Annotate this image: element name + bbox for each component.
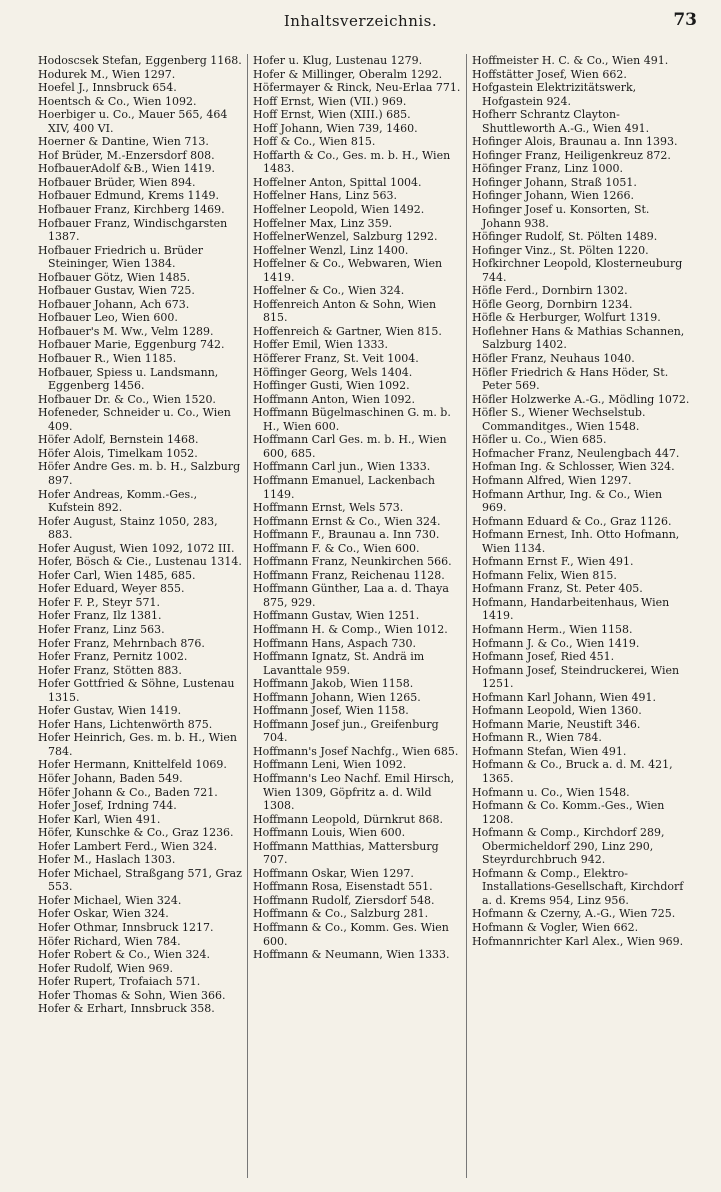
- index-entry: Hofmann & Comp., Elektro-Installations-Gesellschaft, Kirchdorf a. d. Krems 954, Linz 956.: [472, 866, 684, 907]
- index-entry: Hodurek M., Wien 1297.: [38, 67, 176, 81]
- index-entry: Hofer August, Wien 1092, 1072 III.: [38, 541, 235, 555]
- index-entry: Hoffelner Wenzl, Linz 1400.: [253, 243, 409, 257]
- index-entry: Hofbauer, Spiess u. Landsmann, Eggenberg 1456.: [38, 365, 219, 393]
- index-entry: Hoffmann Hans, Aspach 730.: [253, 636, 416, 650]
- index-entry: Hoffenreich Anton & Sohn, Wien 815.: [253, 297, 437, 325]
- index-entry: Hofer Carl, Wien 1485, 685.: [38, 568, 196, 582]
- index-entry: Hofer Franz, Stötten 883.: [38, 663, 182, 677]
- index-entry: Hoffmann & Co., Komm. Ges. Wien 600.: [253, 921, 449, 948]
- index-entry: Hofmann Josef, Steindruckerei, Wien 1251.: [472, 663, 680, 691]
- index-entry: Hoffmann Jakob, Wien 1158.: [253, 677, 414, 691]
- index-entry: Höfer Andre Ges. m. b. H., Salzburg 897.: [38, 460, 241, 487]
- index-entry: Hofer Michael, Wien 324.: [38, 893, 182, 907]
- index-entry: Hoffmann Rudolf, Ziersdorf 548.: [253, 893, 435, 907]
- index-entry: Höffinger Georg, Wels 1404.: [253, 365, 413, 379]
- index-entry: Hoffmann Matthias, Mattersburg 707.: [253, 839, 439, 867]
- index-entry: Hofer Hermann, Knittelfeld 1069.: [38, 758, 227, 772]
- index-entry: Hofmann Arthur, Ing. & Co., Wien 969.: [472, 487, 663, 515]
- index-entry: Hofer & Millinger, Oberalm 1292.: [253, 67, 443, 81]
- index-entry: Höfer Johann, Baden 549.: [38, 771, 183, 785]
- index-entry: Hoerner & Dantine, Wien 713.: [38, 135, 209, 149]
- index-entry: Hoff & Co., Wien 815.: [253, 135, 376, 149]
- index-entry: Hoffelner Max, Linz 359.: [253, 216, 393, 230]
- index-entry: Hofbauer Gustav, Wien 725.: [38, 284, 195, 298]
- index-entry: Hoff Ernst, Wien (VII.) 969.: [253, 94, 407, 108]
- column-divider: [466, 54, 467, 1178]
- index-entry: Hofkirchner Leopold, Klosterneuburg 744.: [472, 257, 683, 284]
- index-entry: Hofmacher Franz, Neulengbach 447.: [472, 446, 680, 460]
- index-entry: Hofmann J. & Co., Wien 1419.: [472, 636, 640, 650]
- index-entry: Hofmann Alfred, Wien 1297.: [472, 473, 632, 487]
- index-entry: Höfler Holzwerke A.-G., Mödling 1072.: [472, 392, 690, 406]
- index-entry: Hoffmann Leni, Wien 1092.: [253, 758, 407, 772]
- index-entry: Hofinger Alois, Braunau a. Inn 1393.: [472, 135, 678, 149]
- index-entry: Hoffmann Franz, Neunkirchen 566.: [253, 555, 452, 569]
- index-entry: Hoffmann Ernst, Wels 573.: [253, 501, 404, 515]
- index-entry: Hofbauer Leo, Wien 600.: [38, 311, 178, 325]
- index-entry: Hoffmann Bügelmaschinen G. m. b. H., Wien 600.: [253, 406, 451, 433]
- index-entry: Hofbauer Brüder, Wien 894.: [38, 175, 196, 189]
- index-entry: Hoffmann F. & Co., Wien 600.: [253, 541, 420, 555]
- index-entry: Hoffelner & Co., Webwaren, Wien 1419.: [253, 257, 443, 284]
- index-entry: Hofmann Herm., Wien 1158.: [472, 622, 633, 636]
- index-entry: Hofer M., Haslach 1303.: [38, 853, 176, 867]
- index-entry: Hofinger Johann, Wien 1266.: [472, 189, 634, 203]
- index-entry: Hoffmann Josef jun., Greifenburg 704.: [253, 717, 439, 745]
- index-entry: Hofer Lambert Ferd., Wien 324.: [38, 839, 218, 853]
- page-number: 73: [673, 10, 697, 30]
- index-entry: Hoffelner Anton, Spittal 1004.: [253, 175, 422, 189]
- index-entry: Hofbauer Dr. & Co., Wien 1520.: [38, 392, 216, 406]
- index-entry: Hoffmann Ernst & Co., Wien 324.: [253, 514, 441, 528]
- index-entry: Hoffmann & Neumann, Wien 1333.: [253, 948, 450, 962]
- index-entry: Hofer Franz, Pernitz 1002.: [38, 650, 188, 664]
- index-entry: Hofmann Marie, Neustift 346.: [472, 717, 641, 731]
- index-entry: Höfler Franz, Neuhaus 1040.: [472, 352, 635, 366]
- index-entry: Hoffmann's Josef Nachfg., Wien 685.: [253, 744, 459, 758]
- index-entry: Hoffmann Franz, Reichenau 1128.: [253, 568, 445, 582]
- index-entry: Hoffer Emil, Wien 1333.: [253, 338, 388, 352]
- index-entry: Hofbauer's M. Ww., Velm 1289.: [38, 324, 214, 338]
- index-entry: Hoffstätter Josef, Wien 662.: [472, 67, 627, 81]
- index-entry: Hoffmann Carl jun., Wien 1333.: [253, 460, 431, 474]
- index-entry: Hoffenreich & Gartner, Wien 815.: [253, 324, 442, 338]
- index-entry: Hofinger Vinz., St. Pölten 1220.: [472, 243, 649, 257]
- index-entry: Hofmann & Comp., Kirchdorf 289, Obermicheldorf 290, Linz 290, Steyrdurchbruch 942.: [472, 826, 665, 867]
- index-entry: Hoffmann Leopold, Dürnkrut 868.: [253, 812, 444, 826]
- index-entry: HoffelnerWenzel, Salzburg 1292.: [253, 230, 438, 244]
- index-entry: Hofherr Schrantz Clayton-Shuttleworth A.-G., Wien 491.: [472, 108, 650, 135]
- index-entry: Hofbauer Franz, Windischgarsten 1387.: [38, 216, 228, 244]
- index-entry: Hofmann, Handarbeitenhaus, Wien 1419.: [472, 595, 670, 623]
- index-entry: Hofer August, Stainz 1050, 283, 883.: [38, 514, 218, 542]
- index-entry: Hofer Josef, Irdning 744.: [38, 799, 177, 813]
- index-entry: Höfinger Franz, Linz 1000.: [472, 162, 623, 176]
- index-entry: Hoffelner Leopold, Wien 1492.: [253, 203, 425, 217]
- index-column-2: [253, 54, 463, 1178]
- index-entry: Hoffmann F., Braunau a. Inn 730.: [253, 528, 440, 542]
- index-entry: Hoffinger Gusti, Wien 1092.: [253, 379, 410, 393]
- index-entry: Höfer Richard, Wien 784.: [38, 934, 181, 948]
- index-entry: Höfle Georg, Dornbirn 1234.: [472, 297, 633, 311]
- index-entry: Höfler Friedrich & Hans Höder, St. Peter 569.: [472, 365, 669, 393]
- index-entry: Hoffmeister H. C. & Co., Wien 491.: [472, 54, 669, 67]
- index-entry: Hoflehner Hans & Mathias Schannen, Salzburg 1402.: [472, 324, 685, 352]
- index-column-3: [472, 54, 690, 1178]
- index-entry: Hofer u. Klug, Lustenau 1279.: [253, 54, 423, 67]
- index-entry: Hofmann & Co., Bruck a. d. M. 421, 1365.: [472, 758, 673, 785]
- index-entry: Hoffmann Louis, Wien 600.: [253, 826, 406, 840]
- index-columns: [38, 54, 690, 1178]
- index-entry: Hofer Heinrich, Ges. m. b. H., Wien 784.: [38, 731, 237, 758]
- index-entry: Hofgastein Elektrizitätswerk, Hofgastein 924.: [472, 81, 637, 108]
- index-entry: Hoffmann Günther, Laa a. d. Thaya 875, 929.: [253, 582, 449, 609]
- index-entry: Hofbauer Götz, Wien 1485.: [38, 270, 191, 284]
- index-entry: HofbauerAdolf &B., Wien 1419.: [38, 162, 216, 176]
- index-entry: Hofbauer R., Wien 1185.: [38, 352, 177, 366]
- index-entry: Hofer Gustav, Wien 1419.: [38, 704, 182, 718]
- index-entry: Hoffarth & Co., Ges. m. b. H., Wien 1483.: [253, 148, 451, 176]
- index-entry: Hofer Thomas & Sohn, Wien 366.: [38, 988, 226, 1002]
- index-entry: Hofer Franz, Ilz 1381.: [38, 609, 162, 623]
- index-entry: Hofinger Josef u. Konsorten, St. Johann 938.: [472, 203, 650, 230]
- index-entry: Hofmann Stefan, Wien 491.: [472, 744, 627, 758]
- index-entry: Hoff Ernst, Wien (XIII.) 685.: [253, 108, 411, 122]
- index-entry: Hofer Andreas, Komm.-Ges., Kufstein 892.: [38, 487, 198, 515]
- index-entry: Hofer Robert & Co., Wien 324.: [38, 948, 211, 962]
- index-entry: Hoffmann Emanuel, Lackenbach 1149.: [253, 473, 436, 501]
- index-entry: Hofer F. P., Steyr 571.: [38, 595, 161, 609]
- index-entry: Höfferer Franz, St. Veit 1004.: [253, 352, 419, 366]
- index-entry: Hofer Hans, Lichtenwörth 875.: [38, 717, 213, 731]
- index-entry: Höfermayer & Rinck, Neu-Erlaa 771.: [253, 81, 461, 95]
- index-entry: Hofmann & Vogler, Wien 662.: [472, 921, 639, 934]
- index-entry: Hofer & Erhart, Innsbruck 358.: [38, 1002, 215, 1016]
- index-entry: Höfer Johann & Co., Baden 721.: [38, 785, 218, 799]
- index-entry: Hofbauer Edmund, Krems 1149.: [38, 189, 219, 203]
- index-entry: Höfer, Kunschke & Co., Graz 1236.: [38, 826, 234, 840]
- index-entry: Hofman Ing. & Schlosser, Wien 324.: [472, 460, 675, 474]
- index-entry: Hofmann Franz, St. Peter 405.: [472, 582, 643, 596]
- index-entry: Hofmann Karl Johann, Wien 491.: [472, 690, 657, 704]
- page-title: Inhaltsverzeichnis.: [283, 12, 438, 30]
- index-entry: Höfler S., Wiener Wechselstub. Commanditges., Wien 1548.: [472, 406, 646, 433]
- index-entry: Hofmannrichter Karl Alex., Wien 969.: [472, 934, 684, 948]
- index-entry: Hofmann & Co. Komm.-Ges., Wien 1208.: [472, 799, 665, 826]
- index-entry: Hofmann Josef, Ried 451.: [472, 650, 615, 664]
- index-entry: Hofmann Leopold, Wien 1360.: [472, 704, 642, 718]
- index-entry: Höfle & Herburger, Wolfurt 1319.: [472, 311, 661, 325]
- index-entry: Hofer Oskar, Wien 324.: [38, 907, 169, 921]
- index-entry: Hoffmann & Co., Salzburg 281.: [253, 907, 429, 921]
- index-entry: Hofer Gottfried & Söhne, Lustenau 1315.: [38, 677, 235, 704]
- index-entry: Hofer Rudolf, Wien 969.: [38, 961, 173, 975]
- index-entry: Hoefel J., Innsbruck 654.: [38, 81, 177, 95]
- index-entry: Hoffmann Josef, Wien 1158.: [253, 704, 409, 718]
- index-entry: Hofer Rupert, Trofaiach 571.: [38, 975, 201, 989]
- index-entry: Hofmann Ernst F., Wien 491.: [472, 555, 634, 569]
- index-entry: Hoffmann H. & Comp., Wien 1012.: [253, 622, 448, 636]
- index-entry: Hofer Michael, Straßgang 571, Graz 553.: [38, 866, 242, 894]
- index-entry: Hofmann u. Co., Wien 1548.: [472, 785, 630, 799]
- index-entry: Hofinger Franz, Heiligenkreuz 872.: [472, 148, 671, 162]
- index-entry: Hoffmann Anton, Wien 1092.: [253, 392, 416, 406]
- index-entry: Hofmann & Czerny, A.-G., Wien 725.: [472, 907, 676, 921]
- index-column-1: [38, 54, 244, 1178]
- index-entry: Hofbauer Johann, Ach 673.: [38, 297, 190, 311]
- page-header: [0, 0, 721, 40]
- index-entry: Höfer Alois, Timelkam 1052.: [38, 446, 198, 460]
- index-entry: Höfinger Rudolf, St. Pölten 1489.: [472, 230, 658, 244]
- index-entry: Hoff Johann, Wien 739, 1460.: [253, 121, 418, 135]
- index-entry: Hoffmann Gustav, Wien 1251.: [253, 609, 420, 623]
- index-entry: Hofer Franz, Linz 563.: [38, 622, 165, 636]
- index-entry: Höfle Ferd., Dornbirn 1302.: [472, 284, 628, 298]
- index-entry: Hoffelner Hans, Linz 563.: [253, 189, 397, 203]
- index-entry: Hoffmann Ignatz, St. Andrä im Lavanttale 959.: [253, 650, 425, 677]
- index-entry: Hoffmann's Leo Nachf. Emil Hirsch, Wien 1309, Göpfritz a. d. Wild 1308.: [253, 771, 455, 813]
- index-entry: Hoentsch & Co., Wien 1092.: [38, 94, 197, 108]
- index-entry: Hofer Eduard, Weyer 855.: [38, 582, 185, 596]
- index-entry: Hoffmann Johann, Wien 1265.: [253, 690, 421, 704]
- index-entry: Hof Brüder, M.-Enzersdorf 808.: [38, 148, 215, 162]
- index-entry: Hofmann R., Wien 784.: [472, 731, 602, 745]
- index-entry: Hofbauer Friedrich u. Brüder Steininger, Wien 1384.: [38, 243, 204, 271]
- index-entry: Hofbauer Marie, Eggenburg 742.: [38, 338, 225, 352]
- index-entry: Hofinger Johann, Straß 1051.: [472, 175, 637, 189]
- index-entry: Hofmann Felix, Wien 815.: [472, 568, 617, 582]
- index-entry: Höfler u. Co., Wien 685.: [472, 433, 607, 447]
- index-entry: Hofmann Eduard & Co., Graz 1126.: [472, 514, 672, 528]
- index-entry: Höfer Adolf, Bernstein 1468.: [38, 433, 199, 447]
- index-entry: Hofer Karl, Wien 491.: [38, 812, 161, 826]
- index-entry: Hofeneder, Schneider u. Co., Wien 409.: [38, 406, 231, 433]
- index-entry: Hoffmann Carl Ges. m. b. H., Wien 600, 685.: [253, 433, 447, 460]
- index-entry: Hoffelner & Co., Wien 324.: [253, 284, 405, 298]
- column-divider: [247, 54, 248, 1178]
- index-entry: Hofer, Bösch & Cie., Lustenau 1314.: [38, 555, 242, 569]
- index-entry: Hofer Othmar, Innsbruck 1217.: [38, 921, 214, 934]
- index-entry: Hoffmann Oskar, Wien 1297.: [253, 866, 414, 880]
- index-entry: Hofer Franz, Mehrnbach 876.: [38, 636, 205, 650]
- index-entry: Hofbauer Franz, Kirchberg 1469.: [38, 203, 225, 217]
- index-entry: Hodoscsek Stefan, Eggenberg 1168.: [38, 54, 242, 67]
- index-entry: Hofmann Ernest, Inh. Otto Hofmann, Wien 1134.: [472, 528, 680, 555]
- index-entry: Hoffmann Rosa, Eisenstadt 551.: [253, 880, 433, 894]
- index-entry: Hoerbiger u. Co., Mauer 565, 464 XIV, 400 VI.: [38, 108, 228, 135]
